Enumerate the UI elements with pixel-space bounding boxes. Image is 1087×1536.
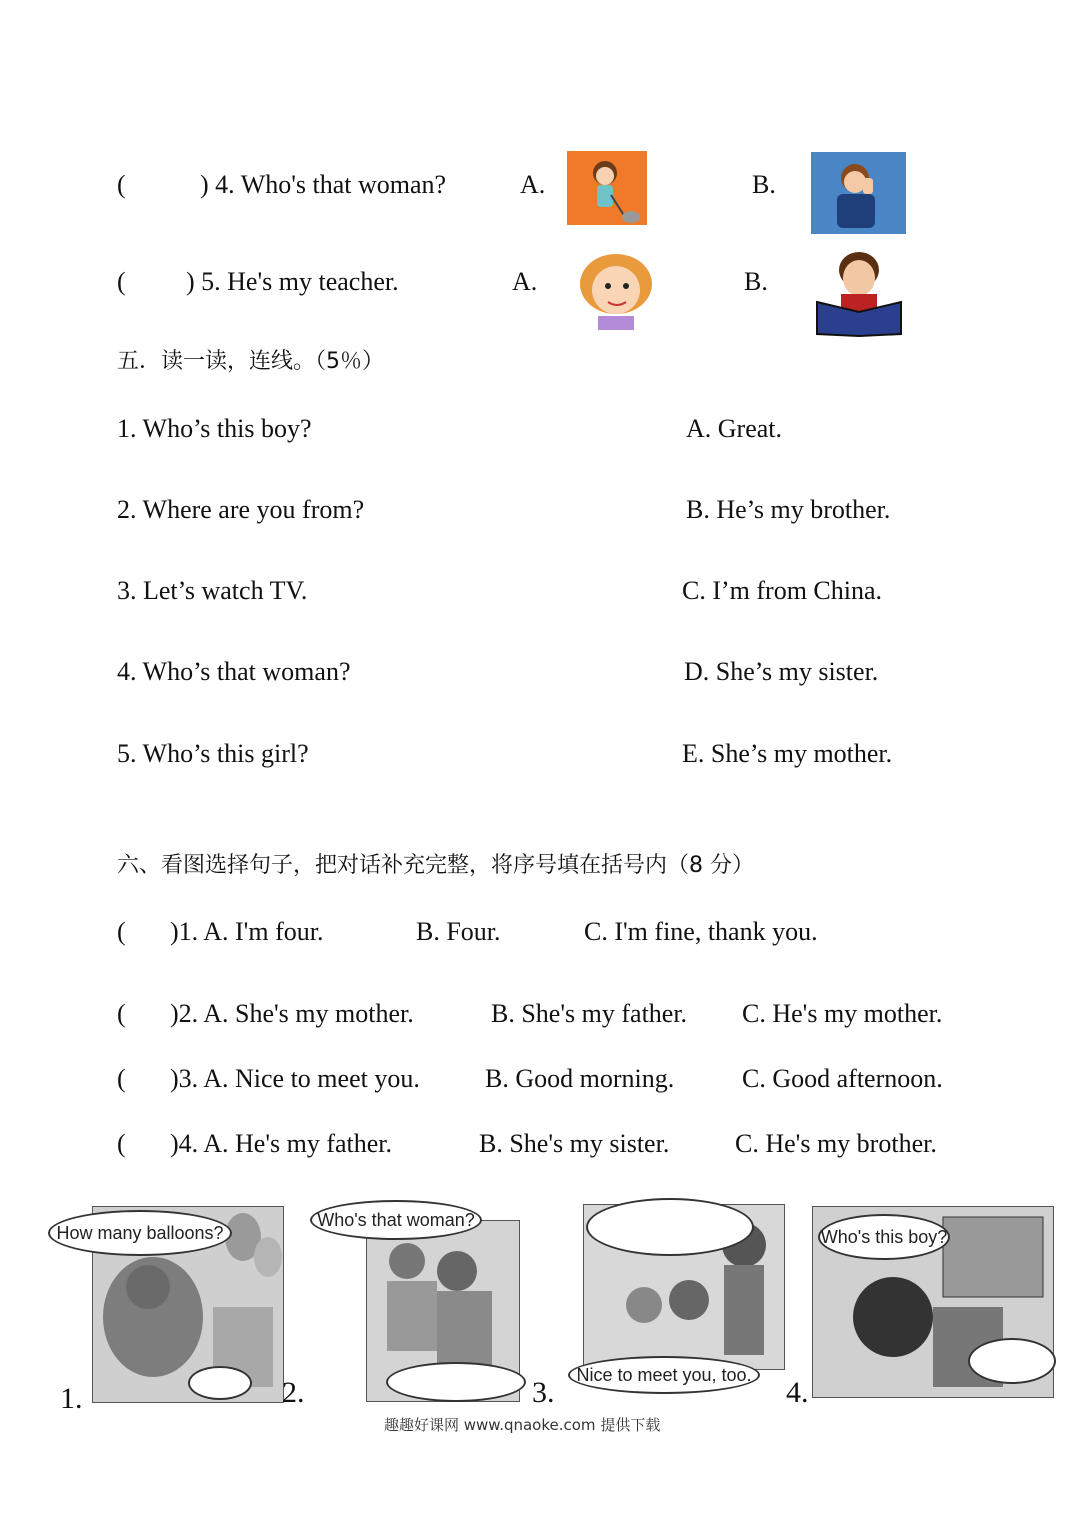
s6-row3-q: )3. A. Nice to meet you. [170,1064,420,1093]
s6-row4-paren: ( [117,1129,126,1158]
comic-bubble-3: Nice to meet you, too. [568,1356,760,1394]
match-right-b: B. He’s my brother. [686,495,891,524]
s6-row1-q: )1. A. I'm four. [170,917,324,946]
match-right-c: C. I’m from China. [682,576,883,605]
footer-credit: 趣趣好课网 www.qnaoke.com 提供下载 [384,1416,661,1434]
match-left-1: 1. Who’s this boy? [117,414,312,443]
comic-bubble-2: Who's that woman? [310,1200,482,1240]
s6-row2-paren: ( [117,999,126,1028]
q5-paren: ( [117,267,126,296]
comic-empty-bubble-4 [968,1338,1056,1384]
s6-row4-q: )4. A. He's my father. [170,1129,393,1158]
s6-row2-c: C. He's my mother. [742,999,943,1028]
section5-title: 五．读一读，连线。（5％） [117,349,384,374]
match-left-3: 3. Let’s watch TV. [117,576,308,605]
comic-empty-bubble-2 [386,1362,526,1402]
s6-row2-q: )2. A. She's my mother. [170,999,414,1028]
match-right-e: E. She’s my mother. [682,739,893,768]
section6-title: 六、看图选择句子，把对话补充完整，将序号填在括号内（8 分） [117,853,754,878]
comic-number-4: 4. [786,1376,809,1409]
s6-row1-paren: ( [117,917,126,946]
q4-question: ) 4. Who's that woman? [200,170,447,199]
match-left-4: 4. Who’s that woman? [117,657,351,686]
s6-row3-c: C. Good afternoon. [742,1064,943,1093]
s6-row4-b: B. She's my sister. [479,1129,670,1158]
sick-boy-image [811,152,906,234]
match-left-5: 5. Who’s this girl? [117,739,309,768]
s6-row1-c: C. I'm fine, thank you. [584,917,818,946]
comic-empty-bubble-1 [188,1366,252,1400]
q4-option-a: A. [520,170,546,199]
q4-paren: ( [117,170,126,199]
s6-row4-c: C. He's my brother. [735,1129,937,1158]
match-right-d: D. She’s my sister. [684,657,879,686]
match-right-a: A. Great. [686,414,783,443]
q5-question: ) 5. He's my teacher. [186,267,399,296]
match-left-2: 2. Where are you from? [117,495,365,524]
comic-bubble-4: Who's this boy? [818,1214,950,1260]
s6-row3-paren: ( [117,1064,126,1093]
q4-option-b: B. [752,170,776,199]
s6-row3-b: B. Good morning. [485,1064,675,1093]
q5-option-b: B. [744,267,768,296]
comic-bubble-1: How many balloons? [48,1210,232,1256]
comic-number-2: 2. [282,1376,305,1409]
s6-row1-b: B. Four. [416,917,501,946]
man-reading-image [811,246,907,338]
comic-number-3: 3. [532,1376,555,1409]
girl-face-image [568,248,662,330]
q5-option-a: A. [512,267,538,296]
comic-number-1: 1. [60,1382,83,1415]
woman-vacuuming-image [567,151,647,225]
comic-empty-bubble-3 [586,1198,754,1256]
s6-row2-b: B. She's my father. [491,999,688,1028]
